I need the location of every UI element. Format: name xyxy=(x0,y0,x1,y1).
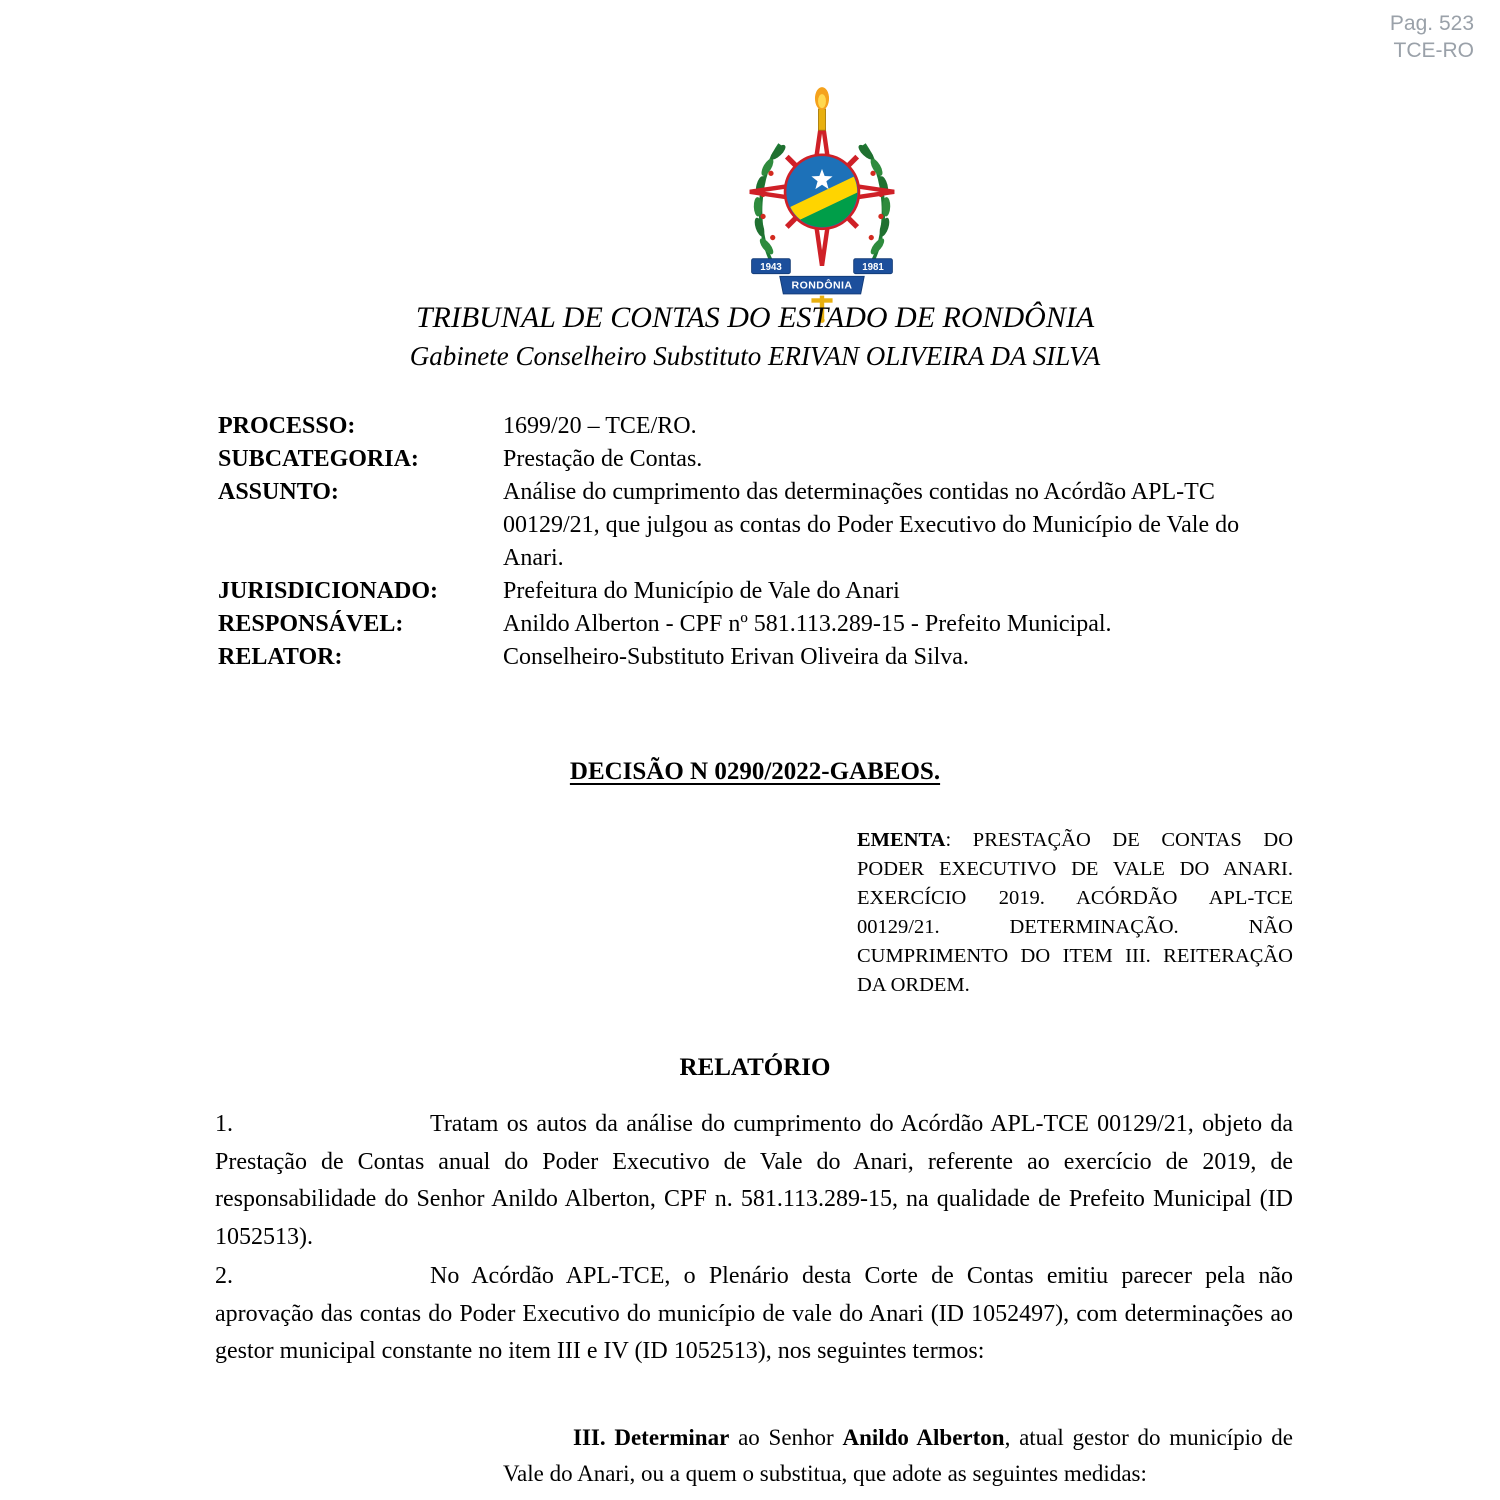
metadata-label: RELATOR: xyxy=(218,644,343,670)
emblem-year-left: 1943 xyxy=(760,262,782,274)
ementa-text: : PRESTAÇÃO DE CONTAS DO PODER EXECUTIVO DE VALE DO ANARI. EXERCÍCIO 2019. ACÓRDÃO APL-TCE 00129/21. DETERMINAÇÃO. NÃO CUMPRIMENTO DO ITEM III. REITERAÇÃO DA ORDEM. xyxy=(857,829,1293,996)
rondonia-coat-of-arms xyxy=(734,86,910,329)
page-header-right xyxy=(1390,10,1474,64)
metadata-row-responsavel xyxy=(218,608,1296,641)
paragraph-text: Tratam os autos da análise do cumprimento do Acórdão APL-TCE 00129/21, objeto da Prestação de Contas anual do Poder Executivo de Vale do Anari, referente ao exercício de 2019, de responsabilidade do Senhor Anildo Alberton, CPF n. 581.113.289-15, na qualidade de Prefeito Municipal (ID 1052513). xyxy=(215,1111,1293,1250)
ementa-label: EMENTA xyxy=(857,829,946,851)
metadata-label: SUBCATEGORIA: xyxy=(218,446,419,472)
rondonia-emblem-graphic xyxy=(734,86,910,324)
ementa-block xyxy=(857,826,1293,1000)
metadata-row-processo xyxy=(218,410,1296,443)
relatorio-heading: RELATÓRIO xyxy=(679,1054,831,1081)
metadata-row-subcategoria xyxy=(218,443,1296,476)
metadata-value: Anildo Alberton - CPF nº 581.113.289-15 - Prefeito Municipal. xyxy=(503,611,1112,637)
decision-heading: DECISÃO N 0290/2022-GABEOS. xyxy=(569,758,941,785)
emblem-banner-text: RONDÔNIA xyxy=(791,279,853,292)
metadata-label: RESPONSÁVEL: xyxy=(218,611,404,637)
paragraph-number: 2. xyxy=(215,1263,233,1289)
metadata-value: Prefeitura do Município de Vale do Anari xyxy=(503,578,900,604)
metadata-row-assunto xyxy=(218,476,1296,575)
page-number: Pag. 523 xyxy=(1389,12,1474,35)
metadata-value: 1699/20 – TCE/RO. xyxy=(503,413,697,439)
citation-block xyxy=(503,1420,1293,1492)
metadata-row-jurisdicionado xyxy=(218,575,1296,608)
metadata-value: Conselheiro-Substituto Erivan Oliveira da Silva. xyxy=(503,644,969,670)
metadata-value: Análise do cumprimento das determinações contidas no Acórdão APL-TC 00129/21, que julgou as contas do Poder Executivo do Município de Vale do Anari. xyxy=(503,479,1240,571)
paragraph-1 xyxy=(215,1106,1293,1256)
citation-name-bold: Anildo Alberton xyxy=(842,1425,1005,1450)
metadata-row-relator xyxy=(218,641,1296,674)
metadata-label: PROCESSO: xyxy=(218,413,356,439)
document-title: TRIBUNAL DE CONTAS DO ESTADO DE RONDÔNIA xyxy=(415,301,1095,334)
metadata-label: JURISDICIONADO: xyxy=(218,578,439,604)
metadata-label: ASSUNTO: xyxy=(218,479,339,505)
document-subtitle: Gabinete Conselheiro Substituto ERIVAN OLIVEIRA DA SILVA xyxy=(409,341,1101,371)
citation-item-label: III. Determinar xyxy=(573,1425,730,1450)
metadata-value: Prestação de Contas. xyxy=(503,446,703,472)
citation-text-rest: , atual gestor do município de Vale do Anari, ou a quem o substitua, que adote as seguintes medidas: xyxy=(503,1425,1293,1486)
paragraph-2 xyxy=(215,1258,1293,1371)
paragraph-text: No Acórdão APL-TCE, o Plenário desta Corte de Contas emitiu parecer pela não aprovação das contas do Poder Executivo do município de vale do Anari (ID 1052497), com determinações ao gestor municipal constante no item III e IV (ID 1052513), nos seguintes termos: xyxy=(215,1263,1293,1364)
org-abbrev: TCE-RO xyxy=(1393,39,1474,62)
metadata-block xyxy=(218,410,1296,674)
emblem-year-right: 1981 xyxy=(862,262,884,274)
document-page xyxy=(215,0,1295,1500)
citation-text: ao Senhor xyxy=(729,1425,843,1450)
paragraph-number: 1. xyxy=(215,1111,233,1137)
